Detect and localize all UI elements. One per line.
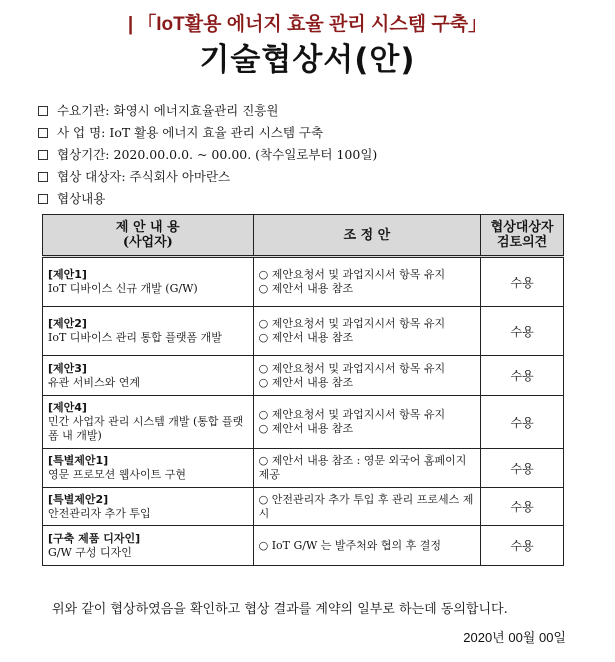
adjustment-line: ○ 안전관리자 추가 투입 후 관리 프로세스 제시 <box>258 492 474 520</box>
proposal-cell <box>43 257 254 307</box>
adjustment-line: ○ 제안서 내용 참조 <box>258 331 354 344</box>
adjustment-cell <box>253 449 481 488</box>
proposal-description: 영문 프로모션 웹사이트 구현 <box>48 468 187 481</box>
proposal-description: IoT 디바이스 관리 통합 플랫폼 개발 <box>48 331 222 344</box>
header-proposal <box>43 215 254 257</box>
proposal-tag: [제안2] <box>48 317 87 330</box>
info-item-project <box>38 122 377 144</box>
info-label: 협상내용 <box>57 191 106 206</box>
checkbox-icon <box>38 150 48 160</box>
info-value: IoT 활용 에너지 효율 관리 시스템 구축 <box>109 125 324 140</box>
adjustment-line: ○ 제안서 내용 참조 <box>258 282 354 295</box>
info-value: 2020.00.0.0. ~ 00.00. (착수일로부터 100일) <box>113 147 378 162</box>
info-item-content <box>38 188 377 210</box>
checkbox-icon <box>38 172 48 182</box>
document-subtitle <box>0 9 615 36</box>
adjustment-line: ○ 제안서 내용 참조 <box>258 375 354 389</box>
table-row <box>43 526 564 566</box>
table-row <box>43 257 564 307</box>
header-review-line2: 검토의견 <box>496 235 548 250</box>
review-opinion-cell: 수용 <box>481 257 564 307</box>
review-opinion-cell: 수용 <box>481 488 564 526</box>
info-label: 협상 대상자: <box>57 169 126 184</box>
info-label: 협상기간: <box>57 147 110 162</box>
info-label: 사 업 명: <box>57 125 106 140</box>
info-value: 주식회사 아마란스 <box>129 169 231 184</box>
proposal-tag: [제안4] <box>48 401 87 414</box>
checkbox-icon <box>38 194 48 204</box>
proposal-tag: [제안3] <box>48 361 87 375</box>
adjustment-cell <box>253 488 481 526</box>
header-proposal-line1: 제 안 내 용 <box>115 220 180 235</box>
adjustment-cell <box>253 396 481 449</box>
review-opinion-cell: 수용 <box>481 307 564 356</box>
review-opinion-cell: 수용 <box>481 356 564 396</box>
table-header-row <box>43 215 564 257</box>
info-item-agency <box>38 100 377 122</box>
info-value: 화영시 에너지효율관리 진흥원 <box>113 103 279 118</box>
proposal-description: 민간 사업자 관리 시스템 개발 (통합 플랫폼 내 개발) <box>48 415 244 442</box>
adjustment-line: ○ 제안요청서 및 과업지시서 항목 유지 <box>258 361 446 375</box>
table-body <box>43 257 564 566</box>
document-title: 기술협상서(안) <box>199 42 416 78</box>
proposal-cell <box>43 488 254 526</box>
header-review-line1: 협상대상자 <box>490 220 554 235</box>
review-opinion-cell: 수용 <box>481 449 564 488</box>
proposal-tag: [구축 제품 디자인] <box>48 531 141 545</box>
table-row <box>43 307 564 356</box>
proposal-cell <box>43 356 254 396</box>
review-opinion-cell: 수용 <box>481 526 564 566</box>
proposal-cell <box>43 526 254 566</box>
adjustment-cell <box>253 356 481 396</box>
header-proposal-line2: (사업자) <box>122 235 173 250</box>
proposal-cell <box>43 449 254 488</box>
table-row <box>43 356 564 396</box>
table-row <box>43 396 564 449</box>
checkbox-icon <box>38 106 48 116</box>
header-adjustment: 조 정 안 <box>253 215 481 257</box>
info-list <box>38 100 377 210</box>
info-label: 수요기관: <box>57 103 110 118</box>
subtitle-text: 「IoT활용 에너지 효율 관리 시스템 구축」 <box>137 14 488 35</box>
review-opinion-cell: 수용 <box>481 396 564 449</box>
proposal-cell <box>43 307 254 356</box>
adjustment-line: ○ 제안요청서 및 과업지시서 항목 유지 <box>258 317 446 330</box>
negotiation-table <box>42 214 564 566</box>
subtitle-bar: | <box>127 14 134 35</box>
proposal-cell <box>43 396 254 449</box>
proposal-description: 유관 서비스와 연계 <box>48 375 141 389</box>
proposal-description: IoT 디바이스 신규 개발 (G/W) <box>48 282 198 295</box>
adjustment-cell <box>253 307 481 356</box>
info-item-counterpart <box>38 166 377 188</box>
header-review <box>481 215 564 257</box>
proposal-tag: [특별제안1] <box>48 454 109 467</box>
adjustment-line: ○ 제안서 내용 참조 <box>258 422 354 435</box>
adjustment-cell <box>253 526 481 566</box>
info-item-period <box>38 144 377 166</box>
adjustment-cell <box>253 257 481 307</box>
proposal-tag: [제안1] <box>48 268 87 281</box>
proposal-description: G/W 구성 디자인 <box>48 545 132 559</box>
adjustment-line: ○ 제안요청서 및 과업지시서 항목 유지 <box>258 408 446 421</box>
checkbox-icon <box>38 128 48 138</box>
adjustment-line: ○ 제안서 내용 참조 : 영문 외국어 홈페이지 제공 <box>258 454 467 481</box>
table-row <box>43 449 564 488</box>
agreement-statement: 위와 같이 협상하였음을 확인하고 협상 결과를 계약의 일부로 하는데 동의합니다. <box>52 602 508 617</box>
proposal-description: 안전관리자 추가 투입 <box>48 506 151 520</box>
table-row <box>43 488 564 526</box>
proposal-tag: [특별제안2] <box>48 492 109 506</box>
adjustment-line: ○ 제안요청서 및 과업지시서 항목 유지 <box>258 268 446 281</box>
document-date: 2020년 00월 00일 <box>463 630 566 645</box>
adjustment-line: ○ IoT G/W 는 발주처와 협의 후 결정 <box>258 538 442 552</box>
